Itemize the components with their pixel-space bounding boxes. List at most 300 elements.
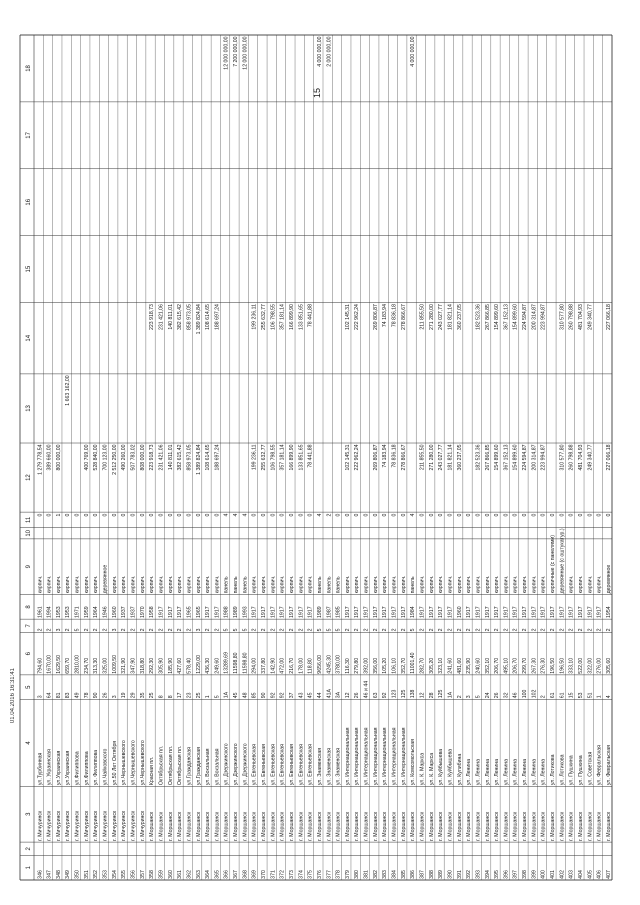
cell-351-col1: 351 <box>83 870 90 879</box>
cell-353-col1: 353 <box>102 870 109 879</box>
cell-351-col8: 1959 <box>83 606 90 618</box>
cell-399-col7: 2 <box>531 628 538 632</box>
cell-352-col5: 90 <box>93 692 100 699</box>
cell-403-col5: 15 <box>568 692 575 699</box>
cell-356-col12: 507 783,02 <box>130 444 137 471</box>
cell-404-col3: г. Моршанск <box>577 811 584 841</box>
cell-346-col1: 346 <box>37 870 44 879</box>
cell-398-col4: ул. Ленина <box>522 758 529 786</box>
cell-359-col3: г. Моршанск <box>158 811 165 841</box>
cell-390-col9: кирпич. <box>447 575 454 594</box>
cell-405-col7: 2 <box>587 628 594 632</box>
cell-407-col3: г. Моршанск <box>605 811 612 841</box>
cell-349-col13: 1 663 162,00 <box>65 375 72 406</box>
cell-398-col14: 224 594,87 <box>522 304 529 331</box>
cell-377-col3: г. Моршанск <box>326 811 333 841</box>
cell-397-col5: 46 <box>512 692 519 699</box>
cell-381-col3: г. Моршанск <box>363 811 370 841</box>
cell-370-col8: 1917 <box>261 606 268 618</box>
cell-355-col5: 19 <box>121 692 128 699</box>
cell-357-col3: г. Мичуринск <box>139 810 146 841</box>
cell-400-col9: кирпич. <box>540 575 547 594</box>
cell-374-col14: 133 851,65 <box>298 304 305 331</box>
cell-364-col3: г. Моршанск <box>205 811 212 841</box>
cell-382-col7: 2 <box>372 628 379 632</box>
cell-390-col5: 1А <box>447 691 454 699</box>
cell-358-col5: 25 <box>149 692 156 699</box>
cell-371-col8: 1917 <box>270 606 277 618</box>
cell-362-col6: 578,40 <box>186 657 193 674</box>
cell-349-col3: г. Мичуринск <box>65 810 72 841</box>
cell-366-col18: 12 000 000,00 <box>223 36 230 70</box>
column-number-8: 8 <box>26 605 32 609</box>
cell-384-col5: 123 <box>391 689 398 699</box>
cell-371-col1: 371 <box>270 870 277 879</box>
cell-354-col3: г. Мичуринск <box>111 810 118 841</box>
cell-366-col4: ул. Дзержинского <box>223 743 230 786</box>
cell-348-col9: кирпич. <box>55 575 62 594</box>
cell-397-col3: г. Моршанск <box>512 811 519 841</box>
cell-387-col1: 387 <box>419 870 426 879</box>
cell-359-col8: 1917 <box>158 606 165 618</box>
cell-359-col7: 2 <box>158 628 165 632</box>
cell-397-col8: 1917 <box>512 606 519 618</box>
cell-355-col3: г. Мичуринск <box>121 810 128 841</box>
cell-388-col14: 271 280,00 <box>428 304 435 331</box>
cell-396-col5: 32 <box>503 692 510 699</box>
cell-358-col9: кирпич. <box>149 575 156 594</box>
cell-398-col6: 299,70 <box>522 657 529 674</box>
cell-406-col1: 406 <box>596 870 603 879</box>
cell-381-col4: ул. Интернациональная <box>363 727 370 786</box>
cell-364-col14: 108 614,65 <box>205 304 212 331</box>
cell-386-col1: 386 <box>410 870 417 879</box>
cell-399-col6: 267,30 <box>531 657 538 674</box>
cell-405-col12: 249 340,77 <box>587 444 594 471</box>
cell-390-col4: ул. Куйбышева <box>447 748 454 786</box>
cell-356-col7: 2 <box>130 628 137 632</box>
cell-392-col5: 3 <box>466 695 473 699</box>
cell-394-col14: 267 866,85 <box>484 304 491 331</box>
cell-386-col11: 4 <box>410 513 417 517</box>
cell-360-col14: 140 811,01 <box>167 304 174 330</box>
cell-395-col7: 2 <box>494 628 501 632</box>
cell-352-col6: 313,30 <box>93 657 100 674</box>
cell-371-col3: г. Моршанск <box>270 811 277 841</box>
cell-372-col8: 1917 <box>279 606 286 618</box>
cell-405-col6: 322,00 <box>587 657 594 674</box>
cell-347-col3: г. Мичуринск <box>46 810 53 841</box>
cell-403-col14: 260 798,88 <box>568 304 575 331</box>
cell-379-col5: 12 <box>344 692 351 699</box>
cell-393-col4: ул. Ленина <box>475 758 482 786</box>
cell-394-col7: 2 <box>484 628 491 632</box>
cell-367-col1: 367 <box>233 870 240 879</box>
cell-387-col12: 211 855,50 <box>419 444 426 471</box>
cell-346-col6: 794,60 <box>37 657 44 674</box>
cell-370-col11: 0 <box>261 513 268 517</box>
cell-359-col1: 359 <box>158 870 165 879</box>
cell-382-col8: 1917 <box>372 606 379 618</box>
cell-395-col4: ул. Ленина <box>494 758 501 786</box>
cell-377-col18: 2 000 000,00 <box>326 36 333 67</box>
cell-394-col11: 0 <box>484 513 491 517</box>
cell-366-col11: 4 <box>223 513 230 517</box>
cell-376-col11: 4 <box>316 513 323 517</box>
cell-389-col1: 389 <box>438 870 445 879</box>
cell-353-col12: 700 123,00 <box>102 444 109 471</box>
column-number-6: 6 <box>26 652 32 656</box>
cell-373-col8: 1917 <box>288 606 295 618</box>
cell-392-col9: кирпич. <box>466 575 473 594</box>
cell-406-col7: 2 <box>596 628 603 632</box>
cell-361-col6: 427,60 <box>177 657 184 674</box>
cell-346-col12: 1 279 778,54 <box>37 444 44 475</box>
column-number-16: 16 <box>26 198 32 206</box>
cell-380-col9: кирпич. <box>354 575 361 594</box>
cell-357-col6: 318,80 <box>139 657 146 674</box>
cell-407-col1: 407 <box>605 870 612 879</box>
cell-385-col3: г. Моршанск <box>400 811 407 841</box>
cell-356-col8: 1937 <box>130 606 137 618</box>
cell-380-col8: 1917 <box>354 606 361 618</box>
cell-360-col7: 2 <box>167 628 174 632</box>
cell-398-col8: 1917 <box>522 606 529 618</box>
cell-394-col9: кирпич. <box>484 575 491 594</box>
cell-362-col1: 362 <box>186 870 193 879</box>
cell-362-col8: 1965 <box>186 606 193 618</box>
cell-398-col1: 398 <box>522 870 529 879</box>
cell-350-col4: ул.Филиппова <box>74 751 81 786</box>
cell-391-col5: 2 <box>456 695 463 699</box>
cell-366-col8: 1988 <box>223 606 230 618</box>
cell-349-col6: 659,70 <box>65 657 72 674</box>
cell-363-col8: 1965 <box>195 606 202 618</box>
cell-357-col9: кирпич. <box>139 575 146 594</box>
cell-359-col6: 305,90 <box>158 657 165 674</box>
cell-402-col11: 0 <box>559 513 566 517</box>
cell-391-col3: г. Моршанск <box>456 811 463 841</box>
cell-385-col12: 278 866,67 <box>400 444 407 471</box>
cell-398-col9: кирпич. <box>522 575 529 594</box>
cell-403-col8: 1917 <box>568 606 575 618</box>
cell-374-col8: 1917 <box>298 606 305 618</box>
cell-353-col9: деревянное <box>102 564 109 594</box>
cell-352-col1: 352 <box>93 870 100 879</box>
cell-396-col9: кирпич. <box>503 575 510 594</box>
cell-377-col6: 4245,30 <box>326 654 333 674</box>
cell-356-col3: г. Мичуринск <box>130 810 137 841</box>
cell-389-col4: ул. Куйбышева <box>438 748 445 786</box>
cell-368-col5: 48 <box>242 692 249 699</box>
cell-350-col7: 5 <box>74 628 81 632</box>
cell-361-col4: Октябрьская пл. <box>177 745 184 786</box>
cell-359-col11: 0 <box>158 513 165 517</box>
cell-369-col5: 85 <box>251 692 258 699</box>
cell-391-col12: 360 237,05 <box>456 444 463 471</box>
cell-377-col5: 41А <box>326 688 333 699</box>
cell-375-col8: 1917 <box>307 606 314 618</box>
cell-404-col4: ул. Пушкина <box>577 755 584 786</box>
cell-398-col3: г. Моршанск <box>522 811 529 841</box>
cell-393-col14: 182 523,36 <box>475 304 482 331</box>
cell-378-col11: 0 <box>335 513 342 517</box>
cell-395-col1: 395 <box>494 870 501 879</box>
cell-388-col5: 28 <box>428 692 435 699</box>
cell-355-col9: кирпич. <box>121 575 128 594</box>
cell-365-col3: г. Моршанск <box>214 811 221 841</box>
cell-393-col6: 240,60 <box>475 657 482 674</box>
cell-351-col7: 2 <box>83 628 90 632</box>
cell-387-col4: ул. К. Маркса <box>419 752 426 786</box>
cell-377-col7: 5 <box>326 628 333 632</box>
cell-392-col11: 0 <box>466 513 473 517</box>
cell-384-col8: 1917 <box>391 606 398 618</box>
cell-394-col4: ул. Ленина <box>484 758 491 786</box>
cell-371-col9: кирпич. <box>270 575 277 594</box>
cell-364-col7: 2 <box>205 628 212 632</box>
cell-382-col6: 356,00 <box>372 657 379 674</box>
cell-366-col5: 1А <box>223 691 230 699</box>
cell-366-col6: 13289,69 <box>223 652 230 674</box>
cell-384-col6: 106,10 <box>391 657 398 674</box>
cell-404-col1: 404 <box>577 870 584 879</box>
cell-399-col5: 102 <box>531 689 538 699</box>
cell-384-col9: кирпич. <box>391 575 398 594</box>
cell-372-col14: 357 181,14 <box>279 304 286 331</box>
cell-361-col7: 2 <box>177 628 184 632</box>
cell-399-col3: г. Моршанск <box>531 811 538 841</box>
cell-391-col7: 2 <box>456 628 463 632</box>
cell-397-col7: 2 <box>512 628 519 632</box>
cell-371-col4: ул. Евгеньевская <box>270 744 277 786</box>
cell-351-col5: 78 <box>83 692 90 699</box>
cell-360-col1: 360 <box>167 870 174 879</box>
cell-374-col9: кирпич. <box>298 575 305 594</box>
cell-378-col5: 3А <box>335 691 342 699</box>
table-group <box>20 35 612 880</box>
cell-393-col1: 393 <box>475 870 482 879</box>
cell-396-col3: г. Моршанск <box>503 811 510 841</box>
cell-373-col9: кирпич. <box>288 575 295 594</box>
cell-388-col3: г. Моршанск <box>428 811 435 841</box>
cell-363-col9: кирпич. <box>195 575 202 594</box>
cell-379-col12: 102 145,31 <box>344 444 351 471</box>
cell-400-col4: ул. Ленина <box>540 758 547 786</box>
page-number: 15 <box>312 88 322 99</box>
cell-360-col4: Октябрьская пл. <box>167 745 174 786</box>
cell-387-col3: г. Моршанск <box>419 811 426 841</box>
cell-396-col1: 396 <box>503 870 510 879</box>
cell-405-col8: 1917 <box>587 606 594 618</box>
cell-357-col5: 35 <box>139 692 146 699</box>
cell-397-col9: кирпич. <box>512 575 519 594</box>
column-number-17: 17 <box>26 131 32 139</box>
cell-375-col11: 0 <box>307 513 314 517</box>
cell-365-col7: 2 <box>214 628 221 632</box>
cell-385-col6: 352,70 <box>400 657 407 674</box>
cell-347-col9: кирпич. <box>46 575 53 594</box>
cell-368-col1: 368 <box>242 870 249 879</box>
cell-365-col9: кирпич. <box>214 575 221 594</box>
cell-384-col12: 78 836,18 <box>391 444 398 468</box>
cell-374-col4: ул. Евгеньевская <box>298 744 305 786</box>
cell-393-col7: 2 <box>475 628 482 632</box>
cell-367-col5: 45 <box>233 692 240 699</box>
cell-352-col4: ул. Филиппова <box>93 749 100 786</box>
cell-392-col7: 2 <box>466 628 473 632</box>
cell-378-col1: 378 <box>335 870 342 879</box>
cell-388-col6: 305,20 <box>428 657 435 674</box>
cell-351-col4: ул.Филиппова <box>83 751 90 786</box>
cell-375-col6: 118,80 <box>307 658 314 674</box>
cell-402-col14: 310 577,80 <box>559 304 566 331</box>
cell-347-col5: 64 <box>46 692 53 699</box>
cell-375-col7: 2 <box>307 628 314 632</box>
cell-384-col1: 384 <box>391 870 398 879</box>
cell-393-col5: 5 <box>475 695 482 699</box>
cell-383-col5: 92 <box>382 692 389 699</box>
cell-378-col9: панель <box>335 576 342 594</box>
cell-376-col18: 4 000 000,00 <box>316 36 323 67</box>
column-number-5: 5 <box>26 685 32 689</box>
cell-394-col6: 352,10 <box>484 657 491 674</box>
cell-388-col8: 1917 <box>428 606 435 618</box>
cell-398-col11: 0 <box>522 513 529 517</box>
cell-370-col14: 255 632,77 <box>261 304 268 331</box>
cell-364-col9: кирпич. <box>205 575 212 594</box>
column-number-18: 18 <box>26 65 32 72</box>
cell-395-col9: кирпич. <box>494 575 501 594</box>
cell-401-col3: г. Моршанск <box>550 811 557 841</box>
cell-364-col6: 436,30 <box>205 657 212 674</box>
cell-353-col11: 0 <box>102 513 109 517</box>
cell-353-col7: 2 <box>102 628 109 632</box>
cell-369-col7: 2 <box>251 628 258 632</box>
cell-359-col4: Октябрьская пл. <box>158 745 165 786</box>
cell-354-col7: 3 <box>111 628 118 632</box>
cell-385-col8: 1917 <box>400 606 407 618</box>
cell-372-col1: 372 <box>279 870 286 879</box>
cell-358-col3: г. Моршанск <box>149 811 156 841</box>
cell-369-col12: 199 236,11 <box>251 444 258 471</box>
cell-365-col4: ул. Вокзальная <box>214 748 221 786</box>
cell-367-col18: 7 200 000,00 <box>233 36 240 67</box>
cell-394-col5: 24 <box>484 692 491 699</box>
cell-406-col3: г. Моршанск <box>596 811 603 841</box>
cell-374-col12: 133 851,65 <box>298 444 305 471</box>
cell-403-col11: 0 <box>568 513 575 517</box>
cell-367-col8: 1989 <box>233 606 240 618</box>
cell-363-col14: 1 389 824,84 <box>195 304 202 335</box>
cell-368-col8: 1993 <box>242 606 249 618</box>
column-number-4: 4 <box>26 741 32 745</box>
cell-364-col12: 108 614,65 <box>205 444 212 471</box>
cell-368-col7: 5 <box>242 628 249 632</box>
cell-355-col1: 355 <box>121 870 128 879</box>
cell-405-col4: ул. Советская <box>587 751 594 786</box>
cell-357-col12: 808 000,00 <box>139 444 146 471</box>
column-number-2: 2 <box>26 847 32 851</box>
cell-375-col9: кирпич. <box>307 575 314 594</box>
cell-404-col14: 481 704,93 <box>577 304 584 331</box>
cell-367-col11: 4 <box>233 513 240 517</box>
cell-381-col1: 381 <box>363 870 370 879</box>
cell-396-col12: 367 152,13 <box>503 444 510 471</box>
cell-380-col1: 380 <box>354 870 361 879</box>
cell-362-col11: 0 <box>186 513 193 517</box>
cell-390-col7: 2 <box>447 628 454 632</box>
cell-385-col14: 278 866,67 <box>400 304 407 331</box>
cell-404-col12: 481 704,93 <box>577 444 584 471</box>
cell-377-col9: панель <box>326 576 333 594</box>
cell-400-col3: г. Моршанск <box>540 811 547 841</box>
cell-357-col11: 0 <box>139 513 146 517</box>
cell-361-col3: г. Моршанск <box>177 811 184 841</box>
cell-380-col5: 26 <box>354 692 361 699</box>
cell-389-col12: 243 027,77 <box>438 444 445 471</box>
cell-360-col3: г. Моршанск <box>167 811 174 841</box>
cell-377-col11: 2 <box>326 513 333 517</box>
cell-394-col1: 394 <box>484 870 491 879</box>
cell-407-col4: ул. Февральская <box>605 745 612 786</box>
cell-354-col11: 0 <box>111 513 118 517</box>
cell-407-col11: 0 <box>605 513 612 517</box>
cell-362-col4: ул.Гражданская <box>186 747 193 786</box>
cell-363-col4: ул.Гражданская <box>195 747 202 786</box>
cell-370-col6: 337,80 <box>261 657 268 674</box>
cell-383-col8: 1917 <box>382 606 389 618</box>
cell-399-col11: 0 <box>531 513 538 517</box>
cell-374-col3: г. Моршанск <box>298 811 305 841</box>
cell-347-col12: 389 660,00 <box>46 444 53 471</box>
cell-400-col5: 2 <box>540 695 547 699</box>
cell-372-col5: 92 <box>279 692 286 699</box>
cell-356-col1: 356 <box>130 870 137 879</box>
cell-385-col4: ул. Интернациональная <box>400 727 407 786</box>
cell-397-col12: 154 899,60 <box>512 444 519 471</box>
cell-390-col11: 0 <box>447 513 454 517</box>
cell-383-col9: кирпич. <box>382 575 389 594</box>
cell-395-col14: 154 899,60 <box>494 304 501 331</box>
cell-376-col6: 9656,00 <box>316 654 323 674</box>
cell-387-col5: 12 <box>419 692 426 699</box>
cell-392-col1: 392 <box>466 870 473 879</box>
cell-407-col12: 227 066,18 <box>605 444 612 471</box>
cell-358-col12: 223 918,73 <box>149 444 156 471</box>
cell-402-col8: 1917 <box>559 606 566 618</box>
cell-355-col6: 321,90 <box>121 657 128 674</box>
cell-372-col3: г. Моршанск <box>279 811 286 841</box>
cell-399-col1: 399 <box>531 870 538 879</box>
cell-351-col9: кирпич. <box>83 575 90 594</box>
cell-357-col4: ул.Чернышевского <box>139 740 146 786</box>
cell-346-col7: 2 <box>37 628 44 632</box>
cell-371-col12: 106 798,55 <box>270 444 277 471</box>
cell-382-col14: 269 806,87 <box>372 304 379 331</box>
cell-365-col12: 188 697,24 <box>214 444 221 471</box>
cell-373-col1: 373 <box>288 870 295 879</box>
cell-407-col7: 2 <box>605 628 612 632</box>
cell-402-col3: г. Моршанск <box>559 811 566 841</box>
cell-371-col5: 92 <box>270 692 277 699</box>
cell-382-col4: ул. Интернациональная <box>372 727 379 786</box>
cell-389-col9: кирпич. <box>438 575 445 594</box>
cell-359-col5: 8 <box>158 695 165 699</box>
cell-400-col11: 0 <box>540 513 547 517</box>
cell-362-col7: 2 <box>186 628 193 632</box>
cell-383-col3: г. Моршанск <box>382 811 389 841</box>
